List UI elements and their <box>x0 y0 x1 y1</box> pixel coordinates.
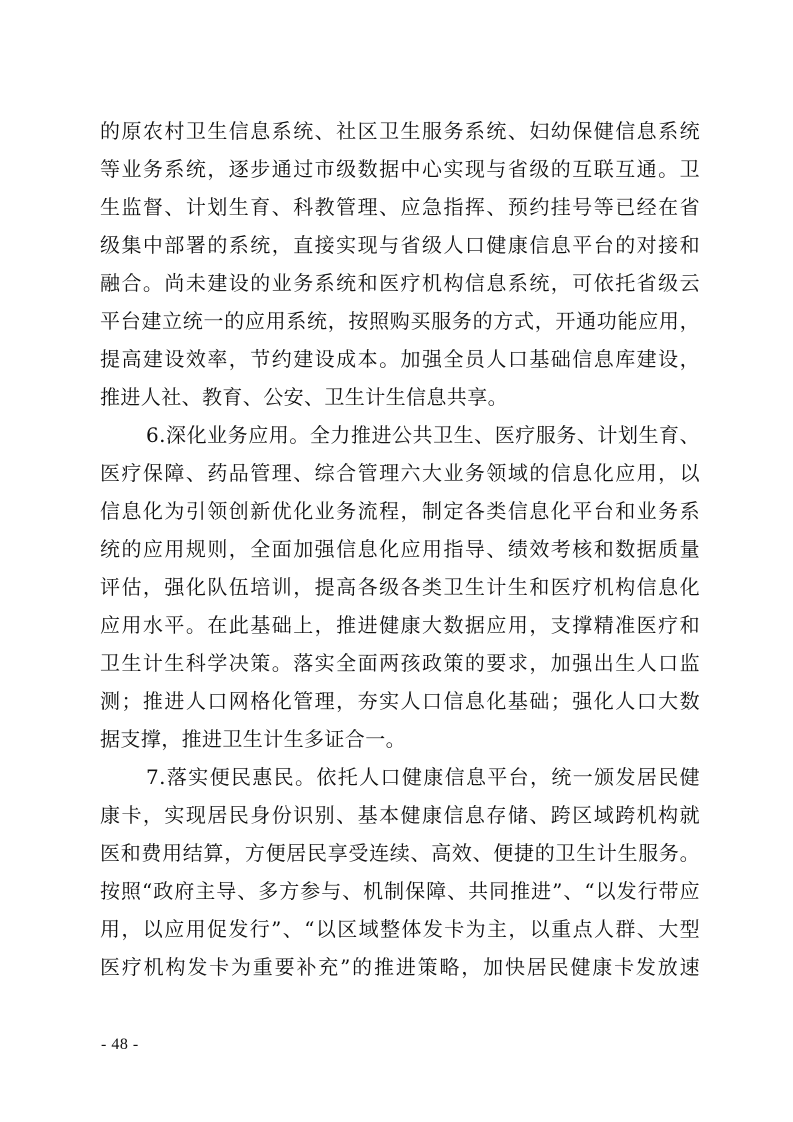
body-text <box>100 112 700 986</box>
text-line: 用，以应用促发行”、“以区域整体发卡为主，以重点人群、大型 <box>100 917 700 941</box>
text-line: 康卡，实现居民身份识别、基本健康信息存储、跨区域跨机构就 <box>100 803 700 827</box>
text-line: 统的应用规则，全面加强信息化应用指导、绩效考核和数据质量 <box>100 537 700 561</box>
text-line: 平台建立统一的应用系统，按照购买服务的方式，开通功能应用， <box>100 309 700 333</box>
text-line: 测；推进人口网格化管理，夯实人口信息化基础；强化人口大数 <box>100 689 700 713</box>
text-line: 医和费用结算，方便居民享受连续、高效、便捷的卫生计生服务。 <box>100 841 700 865</box>
text-line: 级集中部署的系统，直接实现与省级人口健康信息平台的对接和 <box>100 233 700 257</box>
text-line: 卫生计生科学决策。落实全面两孩政策的要求，加强出生人口监 <box>100 651 700 675</box>
text-line: 融合。尚未建设的业务系统和医疗机构信息系统，可依托省级云 <box>100 271 700 295</box>
text-line: 推进人社、教育、公安、卫生计生信息共享。 <box>100 385 508 409</box>
text-line: 按照“政府主导、多方参与、机制保障、共同推进”、“以发行带应 <box>100 879 700 903</box>
paragraph-6-heading-line: 6.深化业务应用。全力推进公共卫生、医疗服务、计划生育、 <box>146 423 700 447</box>
text-line: 评估，强化队伍培训，提高各级各类卫生计生和医疗机构信息化 <box>100 575 700 599</box>
text-line: 生监督、计划生育、科教管理、应急指挥、预约挂号等已经在省 <box>100 195 700 219</box>
paragraph-7-heading-line: 7.落实便民惠民。依托人口健康信息平台，统一颁发居民健 <box>146 765 700 789</box>
text-line: 信息化为引领创新优化业务流程，制定各类信息化平台和业务系 <box>100 499 700 523</box>
text-line: 据支撑，推进卫生计生多证合一。 <box>100 727 406 751</box>
text-line: 提高建设效率，节约建设成本。加强全员人口基础信息库建设， <box>100 347 700 371</box>
text-line: 医疗保障、药品管理、综合管理六大业务领域的信息化应用，以 <box>100 461 700 485</box>
page-number: - 48 - <box>101 1036 139 1053</box>
text-line: 的原农村卫生信息系统、社区卫生服务系统、妇幼保健信息系统 <box>100 119 700 143</box>
text-line: 等业务系统，逐步通过市级数据中心实现与省级的互联互通。卫 <box>100 157 700 181</box>
text-line: 医疗机构发卡为重要补充”的推进策略，加快居民健康卡发放速 <box>100 955 700 979</box>
text-line: 应用水平。在此基础上，推进健康大数据应用，支撑精准医疗和 <box>100 613 700 637</box>
